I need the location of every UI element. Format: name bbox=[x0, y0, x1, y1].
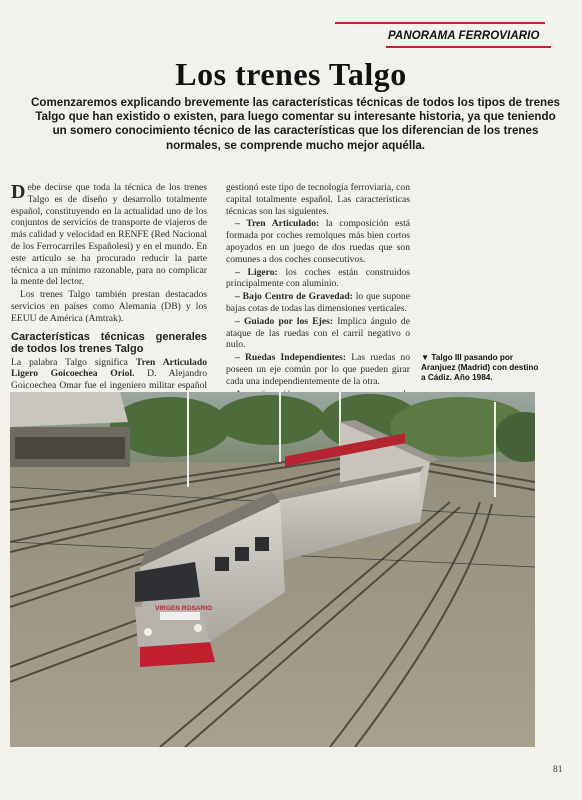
list-item-label: – Tren Articulado: bbox=[235, 218, 320, 230]
list-item bbox=[226, 352, 410, 387]
article-lead: Comenzaremos explicando brevemente las características técnicas de todos los tipos de trenes Talgo que han existido o existen, para luego comentar su interesante historia, ya que teniendo un somero conocimiento técnico de las características que los diferencian de los trenes normales, se comprende mucho mejor aquélla. bbox=[30, 96, 560, 152]
list-item-label: – Ruedas Independientes: bbox=[235, 352, 347, 364]
header-rule-bottom bbox=[386, 46, 551, 48]
text-column-1 bbox=[11, 182, 207, 417]
list-item-label: – Ligero: bbox=[235, 266, 278, 278]
paragraph: Los trenes Talgo también prestan destacados servicios en países como Alemania (DB) y los EEUU de América (Amtrak). bbox=[11, 289, 207, 324]
section-label: PANORAMA FERROVIARIO bbox=[388, 30, 540, 42]
list-item bbox=[226, 267, 410, 291]
paragraph bbox=[11, 182, 207, 288]
page-number: 81 bbox=[553, 765, 563, 775]
list-item-label: – Bajo Centro de Gravedad: bbox=[235, 291, 353, 303]
photo-caption: ▼ Talgo III pasando por Aranjuez (Madrid) con destino a Cádiz. Año 1984. bbox=[421, 353, 539, 382]
highlight-text: Tren Articulado Ligero Goicoechea Oriol. bbox=[11, 356, 207, 380]
paragraph-text: La palabra Talgo significa bbox=[11, 356, 136, 368]
list-item-text: Las ruedas no poseen un eje común por lo que pueden girar cada una independientemente de la otra. bbox=[226, 352, 410, 387]
list-item-label: – Guiado por los Ejes: bbox=[235, 315, 334, 327]
article-title: Los trenes Talgo bbox=[175, 56, 407, 92]
drop-cap: D bbox=[11, 181, 26, 203]
list-item-text: Implica ángulo de ataque de las ruedas con el carril negativo o nulo. bbox=[226, 315, 410, 351]
paragraph-text: D. Alejandro Goicoechea Omar fue el ingeniero militar español bbox=[11, 368, 207, 392]
list-item-text: lo que supone bajas cotas de todas las dimensiones verticales. bbox=[226, 291, 410, 314]
header-rule-top bbox=[335, 22, 545, 24]
list-item bbox=[226, 218, 410, 265]
list-item-text: los coches están construidos principalmente con aluminio. bbox=[226, 266, 410, 290]
locomotive-name: VIRGEN ROSARIO bbox=[155, 605, 213, 612]
paragraph-text: ebe decirse que toda la técnica de los trenes Talgo es de diseño y desarrollo totalmente español, constituyendo en la actualidad uno de los conjuntos de servicios de transporte de viajeros de más calidad y velocidad en RENFE (Red Nacional de los Ferrocarriles Españolesi) y en el mundo. En este artículo se ha procurado reducir la parte técnica a un mínimo razonable, para no complicar la mente del lector. bbox=[11, 182, 207, 288]
paragraph: gestionó este tipo de tecnología ferroviaria, con capital totalmente español. Las características técnicas son las siguientes. bbox=[226, 182, 410, 217]
subheading: Características técnicas generales de todos los trenes Talgo bbox=[11, 330, 207, 355]
list-item bbox=[226, 291, 410, 315]
list-item bbox=[226, 316, 410, 351]
locomotive-nameplate bbox=[160, 612, 200, 620]
list-item-text: la composición está formada por coches remolques más bien cortos apoyados en un juego de dos ruedas que son comunes a dos coches consecutivos. bbox=[226, 218, 410, 265]
shed bbox=[10, 392, 130, 467]
train-photo bbox=[10, 392, 535, 747]
